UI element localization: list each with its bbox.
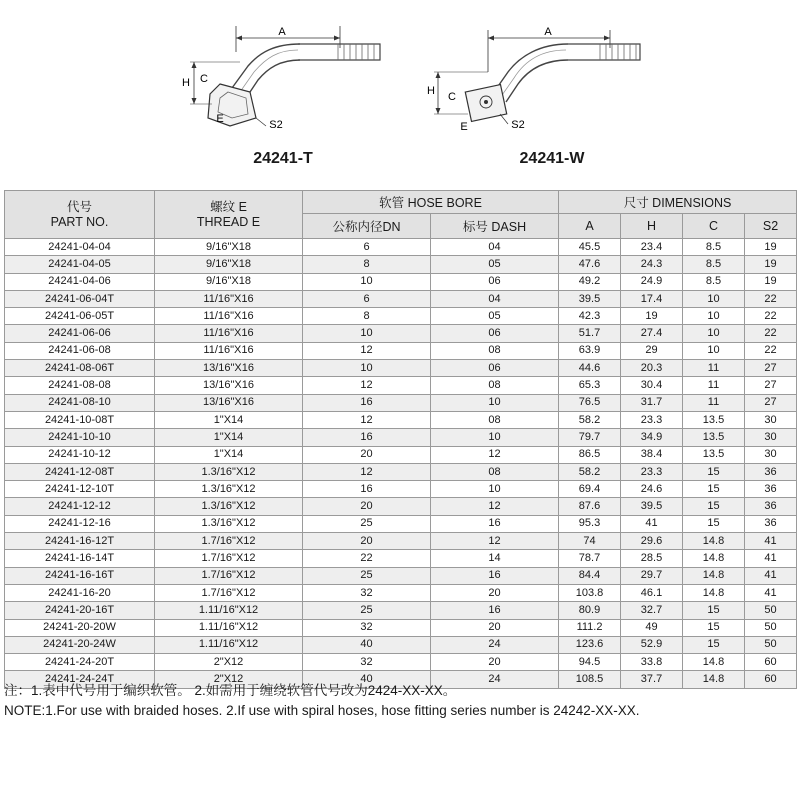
header-dn: 公称内径DN [303,214,431,239]
a-cell: 44.6 [559,360,621,377]
dash-cell: 06 [431,325,559,342]
dash-cell: 05 [431,256,559,273]
a-cell: 69.4 [559,481,621,498]
dim-a-label: A [278,26,286,38]
table-row [5,567,797,584]
thread-cell: 1.11/16"X12 [155,636,303,653]
part-no-cell: 24241-08-08 [5,377,155,394]
model-caption-24241-w: 24241-W [519,150,585,167]
part-no-cell: 24241-10-10 [5,429,155,446]
c-cell: 14.8 [683,671,745,688]
thread-cell: 1.3/16"X12 [155,463,303,480]
a-cell: 76.5 [559,394,621,411]
dn-cell: 16 [303,481,431,498]
s2-cell: 36 [745,515,797,532]
c-cell: 15 [683,481,745,498]
thread-cell: 9/16"X18 [155,239,303,256]
table-row [5,446,797,463]
header-a: A [559,214,621,239]
dn-cell: 32 [303,619,431,636]
header-s2: S2 [745,214,797,239]
dash-cell: 20 [431,654,559,671]
table-row [5,360,797,377]
table-row [5,377,797,394]
a-cell: 111.2 [559,619,621,636]
s2-cell: 30 [745,429,797,446]
dim-c-label: C [448,91,456,103]
s2-cell: 30 [745,446,797,463]
dn-cell: 40 [303,636,431,653]
thread-cell: 1.11/16"X12 [155,619,303,636]
thread-cell: 1.7/16"X12 [155,584,303,601]
a-cell: 49.2 [559,273,621,290]
table-row [5,239,797,256]
s2-cell: 22 [745,308,797,325]
h-cell: 31.7 [621,394,683,411]
thread-cell: 1"X14 [155,446,303,463]
dash-cell: 10 [431,394,559,411]
part-no-cell: 24241-12-12 [5,498,155,515]
a-cell: 63.9 [559,342,621,359]
a-cell: 58.2 [559,411,621,428]
table-row [5,308,797,325]
dn-cell: 25 [303,567,431,584]
c-cell: 14.8 [683,584,745,601]
a-cell: 42.3 [559,308,621,325]
dash-cell: 12 [431,498,559,515]
h-cell: 29.6 [621,533,683,550]
a-cell: 87.6 [559,498,621,515]
s2-cell: 19 [745,239,797,256]
s2-cell: 22 [745,342,797,359]
part-no-cell: 24241-04-06 [5,273,155,290]
table-row [5,429,797,446]
c-cell: 8.5 [683,273,745,290]
dim-a-label: A [544,26,552,38]
h-cell: 17.4 [621,290,683,307]
part-no-cell: 24241-06-05T [5,308,155,325]
dim-h-label: H [427,85,435,97]
c-cell: 11 [683,360,745,377]
header-part-no-en: PART NO. [50,214,109,229]
thread-cell: 9/16"X18 [155,273,303,290]
h-cell: 29.7 [621,567,683,584]
c-cell: 10 [683,308,745,325]
s2-cell: 19 [745,273,797,290]
c-cell: 8.5 [683,239,745,256]
dn-cell: 20 [303,446,431,463]
spec-table [4,190,797,689]
part-no-cell: 24241-12-10T [5,481,155,498]
spec-table-body [5,239,797,689]
fitting-drawing-24241-t [180,22,380,137]
a-cell: 51.7 [559,325,621,342]
note-cn: 注：1.表中代号用于编织软管。 2.如需用于缠绕软管代号改为2424-XX-XX。 [4,683,457,698]
table-row [5,394,797,411]
part-no-cell: 24241-24-20T [5,654,155,671]
header-dimensions: 尺寸 DIMENSIONS [559,191,797,214]
part-no-cell: 24241-06-06 [5,325,155,342]
thread-cell: 1.11/16"X12 [155,602,303,619]
part-no-cell: 24241-06-04T [5,290,155,307]
part-no-cell: 24241-10-08T [5,411,155,428]
thread-cell: 1.7/16"X12 [155,533,303,550]
h-cell: 29 [621,342,683,359]
table-row [5,584,797,601]
dn-cell: 20 [303,533,431,550]
dn-cell: 22 [303,550,431,567]
part-no-cell: 24241-08-10 [5,394,155,411]
dn-cell: 8 [303,308,431,325]
part-no-cell: 24241-08-06T [5,360,155,377]
dn-cell: 16 [303,429,431,446]
thread-cell: 1.3/16"X12 [155,498,303,515]
dash-cell: 20 [431,619,559,636]
h-cell: 20.3 [621,360,683,377]
dn-cell: 6 [303,290,431,307]
c-cell: 13.5 [683,446,745,463]
c-cell: 13.5 [683,429,745,446]
h-cell: 24.3 [621,256,683,273]
thread-cell: 1.7/16"X12 [155,550,303,567]
s2-cell: 19 [745,256,797,273]
a-cell: 123.6 [559,636,621,653]
table-row [5,498,797,515]
a-cell: 103.8 [559,584,621,601]
header-hose-bore: 软管 HOSE BORE [303,191,559,214]
table-row [5,654,797,671]
h-cell: 37.7 [621,671,683,688]
c-cell: 14.8 [683,654,745,671]
h-cell: 39.5 [621,498,683,515]
dim-s2-label: S2 [269,119,283,131]
part-no-cell: 24241-10-12 [5,446,155,463]
h-cell: 46.1 [621,584,683,601]
dim-e-label: E [216,113,224,125]
table-row [5,550,797,567]
thread-cell: 11/16"X16 [155,342,303,359]
dash-cell: 08 [431,463,559,480]
h-cell: 32.7 [621,602,683,619]
table-row [5,342,797,359]
dash-cell: 05 [431,308,559,325]
dn-cell: 40 [303,671,431,688]
part-no-cell: 24241-16-16T [5,567,155,584]
part-no-cell: 24241-06-08 [5,342,155,359]
s2-cell: 60 [745,654,797,671]
h-cell: 27.4 [621,325,683,342]
c-cell: 10 [683,342,745,359]
dn-cell: 8 [303,256,431,273]
header-thread [155,191,303,239]
c-cell: 8.5 [683,256,745,273]
table-row [5,619,797,636]
c-cell: 10 [683,325,745,342]
part-no-cell: 24241-12-08T [5,463,155,480]
dash-cell: 04 [431,239,559,256]
h-cell: 41 [621,515,683,532]
c-cell: 11 [683,377,745,394]
h-cell: 38.4 [621,446,683,463]
a-cell: 47.6 [559,256,621,273]
s2-cell: 41 [745,550,797,567]
s2-cell: 60 [745,671,797,688]
dn-cell: 32 [303,584,431,601]
c-cell: 11 [683,394,745,411]
header-h: H [621,214,683,239]
dn-cell: 10 [303,360,431,377]
dash-cell: 24 [431,636,559,653]
c-cell: 14.8 [683,533,745,550]
dn-cell: 16 [303,394,431,411]
a-cell: 39.5 [559,290,621,307]
thread-cell: 11/16"X16 [155,325,303,342]
part-no-cell: 24241-12-16 [5,515,155,532]
s2-cell: 27 [745,360,797,377]
table-row [5,533,797,550]
notes [4,679,796,722]
dash-cell: 06 [431,360,559,377]
a-cell: 79.7 [559,429,621,446]
h-cell: 34.9 [621,429,683,446]
dn-cell: 12 [303,342,431,359]
dash-cell: 08 [431,377,559,394]
dim-h-label: H [182,77,190,89]
dash-cell: 10 [431,481,559,498]
dn-cell: 12 [303,463,431,480]
a-cell: 80.9 [559,602,621,619]
a-cell: 45.5 [559,239,621,256]
header-part-no [5,191,155,239]
h-cell: 52.9 [621,636,683,653]
dn-cell: 10 [303,325,431,342]
h-cell: 28.5 [621,550,683,567]
dash-cell: 16 [431,567,559,584]
table-row [5,256,797,273]
s2-cell: 36 [745,498,797,515]
thread-cell: 2"X12 [155,654,303,671]
thread-cell: 2"X12 [155,671,303,688]
a-cell: 86.5 [559,446,621,463]
thread-cell: 13/16"X16 [155,377,303,394]
dash-cell: 10 [431,429,559,446]
dim-e-label: E [460,121,468,133]
s2-cell: 50 [745,619,797,636]
table-row [5,602,797,619]
dash-cell: 06 [431,273,559,290]
thread-cell: 1.3/16"X12 [155,515,303,532]
s2-cell: 50 [745,602,797,619]
note-en: NOTE:1.For use with braided hoses. 2.If use with spiral hoses, hose fitting series number is 24242-XX-XX. [4,703,640,718]
c-cell: 14.8 [683,567,745,584]
s2-cell: 41 [745,584,797,601]
part-no-cell: 24241-20-16T [5,602,155,619]
dn-cell: 12 [303,411,431,428]
c-cell: 15 [683,602,745,619]
table-row [5,290,797,307]
dash-cell: 16 [431,602,559,619]
h-cell: 23.3 [621,411,683,428]
table-row [5,481,797,498]
h-cell: 24.9 [621,273,683,290]
dash-cell: 12 [431,446,559,463]
s2-cell: 50 [745,636,797,653]
s2-cell: 36 [745,481,797,498]
a-cell: 84.4 [559,567,621,584]
model-caption-24241-t: 24241-T [253,150,313,167]
part-no-cell: 24241-20-20W [5,619,155,636]
a-cell: 78.7 [559,550,621,567]
h-cell: 24.6 [621,481,683,498]
fitting-drawing-24241-w [428,22,643,137]
thread-cell: 1"X14 [155,429,303,446]
c-cell: 14.8 [683,550,745,567]
dash-cell: 14 [431,550,559,567]
a-cell: 94.5 [559,654,621,671]
a-cell: 95.3 [559,515,621,532]
dim-s2-label: S2 [511,119,525,131]
s2-cell: 30 [745,411,797,428]
dash-cell: 04 [431,290,559,307]
drawings-area [0,0,800,180]
part-no-cell: 24241-20-24W [5,636,155,653]
c-cell: 15 [683,515,745,532]
c-cell: 13.5 [683,411,745,428]
dn-cell: 32 [303,654,431,671]
header-thread-en: THREAD E [196,214,261,229]
dn-cell: 20 [303,498,431,515]
header-thread-cn: 螺纹 E [210,199,247,214]
header-c: C [683,214,745,239]
table-row [5,411,797,428]
c-cell: 15 [683,636,745,653]
header-part-no-cn: 代号 [66,199,92,214]
dash-cell: 20 [431,584,559,601]
s2-cell: 22 [745,290,797,307]
s2-cell: 22 [745,325,797,342]
s2-cell: 41 [745,533,797,550]
dn-cell: 10 [303,273,431,290]
a-cell: 74 [559,533,621,550]
thread-cell: 11/16"X16 [155,290,303,307]
c-cell: 10 [683,290,745,307]
h-cell: 19 [621,308,683,325]
dash-cell: 16 [431,515,559,532]
dim-c-label: C [200,73,208,85]
dash-cell: 24 [431,671,559,688]
dn-cell: 25 [303,602,431,619]
part-no-cell: 24241-16-20 [5,584,155,601]
h-cell: 33.8 [621,654,683,671]
table-row [5,636,797,653]
dn-cell: 25 [303,515,431,532]
h-cell: 23.4 [621,239,683,256]
thread-cell: 13/16"X16 [155,394,303,411]
part-no-cell: 24241-24-24T [5,671,155,688]
s2-cell: 27 [745,394,797,411]
s2-cell: 41 [745,567,797,584]
dn-cell: 12 [303,377,431,394]
s2-cell: 27 [745,377,797,394]
h-cell: 23.3 [621,463,683,480]
dash-cell: 12 [431,533,559,550]
c-cell: 15 [683,498,745,515]
part-no-cell: 24241-16-14T [5,550,155,567]
part-no-cell: 24241-04-05 [5,256,155,273]
h-cell: 30.4 [621,377,683,394]
thread-cell: 13/16"X16 [155,360,303,377]
table-row [5,273,797,290]
a-cell: 65.3 [559,377,621,394]
c-cell: 15 [683,463,745,480]
part-no-cell: 24241-04-04 [5,239,155,256]
table-row [5,463,797,480]
dash-cell: 08 [431,411,559,428]
s2-cell: 36 [745,463,797,480]
dash-cell: 08 [431,342,559,359]
h-cell: 49 [621,619,683,636]
table-row [5,515,797,532]
dn-cell: 6 [303,239,431,256]
thread-cell: 1.3/16"X12 [155,481,303,498]
table-row [5,325,797,342]
c-cell: 15 [683,619,745,636]
thread-cell: 1"X14 [155,411,303,428]
part-no-cell: 24241-16-12T [5,533,155,550]
a-cell: 108.5 [559,671,621,688]
header-dash: 标号 DASH [431,214,559,239]
a-cell: 58.2 [559,463,621,480]
thread-cell: 9/16"X18 [155,256,303,273]
thread-cell: 11/16"X16 [155,308,303,325]
thread-cell: 1.7/16"X12 [155,567,303,584]
